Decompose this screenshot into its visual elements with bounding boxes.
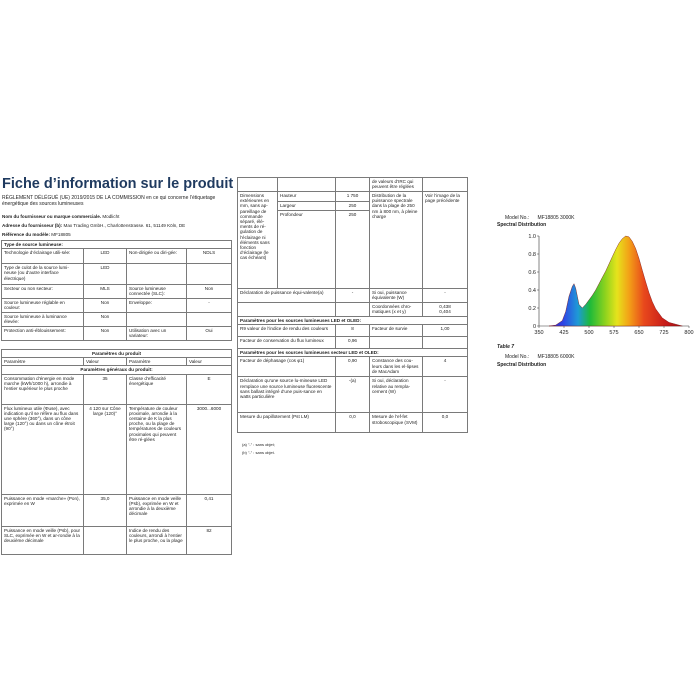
table-cell: - <box>423 289 468 303</box>
chart-caption-bottom: Spectral Distribution <box>497 362 547 368</box>
table-cell <box>127 313 187 327</box>
y-tick-label: 1.0 <box>528 233 536 240</box>
light-source-type-table <box>1 240 232 341</box>
model-line-bottom: Model No.: MF18805 6000K <box>505 354 575 360</box>
dimension-name: Hauteur <box>278 192 336 202</box>
table-cell: 3000...6000 <box>187 404 232 494</box>
spectral-page <box>495 212 700 372</box>
general-params-header: Paramètres généraux du produit: <box>2 366 232 374</box>
x-tick-label: 650 <box>634 330 644 336</box>
table-cell <box>370 337 423 349</box>
model-line-top: Model No.: MF18805 3000K <box>505 215 575 221</box>
column-header: Valeur <box>187 358 232 366</box>
table-cell: Indice de rendu des couleurs, arrondi à l’entier le plus proche, ou la plage <box>127 526 187 554</box>
table-cell: MLS <box>84 285 127 299</box>
model-reference: Référence du modèle: MF18805 <box>2 232 71 237</box>
table-label: Table 7 <box>497 344 515 350</box>
table-cell: Puissance en mode veille (Psb), exprimée en W et arrondie à la deuxième décimale <box>127 494 187 526</box>
table-cell: Coordonnées chro-matiques (x et y) <box>370 303 423 317</box>
x-tick-label: 800 <box>684 330 694 336</box>
x-tick-label: 500 <box>584 330 594 336</box>
table-cell: Puissance en mode «marche» (Pon), exprimée en W <box>2 494 84 526</box>
table-cell: Secteur ou non secteur: <box>2 285 84 299</box>
dimension-value: 1 750 <box>336 192 370 202</box>
y-tick-label: 0.8 <box>528 251 536 258</box>
table-cell: Technologie d’éclairage utili-sée: <box>2 249 84 264</box>
table-cell: Si oui, puissance équivalente (W) <box>370 289 423 303</box>
table-cell: 4 <box>423 357 468 377</box>
table-cell: 8 <box>336 325 370 337</box>
table-cell: 35 <box>84 374 127 404</box>
table-cell: - <box>336 289 370 303</box>
table-cell: Type de culot de la source lumi-neuse (ou d’autre interface électrique) <box>2 264 84 285</box>
document-page-1 <box>0 175 234 544</box>
table-cell: de valeurs d’IRC qui peuvent être réglées <box>370 178 423 192</box>
table-cell: 1,00 <box>423 325 468 337</box>
table-cell: Mesure du papillotement (Pst LM) <box>238 413 336 433</box>
table-cell: 0,41 <box>187 494 232 526</box>
table-cell: Facteur de conservation du flux lumineux <box>238 337 336 349</box>
x-tick-label: 725 <box>659 330 669 336</box>
regulation-subtitle: RÈGLEMENT DÉLÉGUÉ (UE) 2019/2015 DE LA COMMISSION en ce qui concerne l’étiquetage énergétique des sources lumineuses <box>2 195 216 207</box>
table-cell: Mesure de l’ef-fet stroboscopique (SVM) <box>370 413 423 433</box>
page-title: Fiche d’information sur le produit <box>2 176 234 192</box>
table-cell <box>127 264 187 285</box>
column-header: Paramètre <box>2 358 84 366</box>
table-cell <box>238 178 278 192</box>
column-header: Paramètre <box>127 358 187 366</box>
table-cell: Protection anti-éblouissement: <box>2 327 84 341</box>
table-cell <box>187 264 232 285</box>
dimension-name: Profondeur <box>278 211 336 289</box>
table-cell <box>187 313 232 327</box>
table-cell: 0,0 <box>336 413 370 433</box>
table-cell: LED <box>84 249 127 264</box>
table-cell: E <box>187 374 232 404</box>
table-cell: Non <box>187 285 232 299</box>
led-oled-header: Paramètres pour les sources lumineuses LED et OLED: <box>238 317 468 325</box>
table-cell: 0,0 <box>423 413 468 433</box>
dimensions-table <box>237 177 468 433</box>
y-tick-label: 0.2 <box>528 305 536 312</box>
dimension-value: 250 <box>336 211 370 289</box>
table-cell: Oui <box>187 327 232 341</box>
product-params-header: Paramètres du produit <box>2 350 232 358</box>
table-cell: - <box>423 377 468 413</box>
table-cell: Classe d’efficacité énergétique <box>127 374 187 404</box>
table-cell: Enveloppe: <box>127 299 187 313</box>
table-cell <box>278 178 336 192</box>
x-tick-label: 350 <box>534 330 544 336</box>
chromatic-values <box>423 303 468 317</box>
footnote-a: (a) "-" : sans objet; <box>242 442 275 447</box>
table-cell: Facteur de déphasage (cos φ1) <box>238 357 336 377</box>
table-cell <box>423 337 468 349</box>
table-cell: Non <box>84 299 127 313</box>
y-tick-label: 0.4 <box>528 287 536 294</box>
table-cell: Constance des cou-leurs dans les el-lipses de MacAdam <box>370 357 423 377</box>
table-cell: Déclaration de puissance équi-valente(a) <box>238 289 336 303</box>
x-tick-label: 575 <box>609 330 619 336</box>
column-header: Valeur <box>84 358 127 366</box>
table-cell: Utilisation avec un variateur: <box>127 327 187 341</box>
table-cell: Source lumineuse réglable en couleur: <box>2 299 84 313</box>
light-source-type-header: Type de source lumineuse: <box>2 241 232 249</box>
table-cell: Source lumineuse connectée (SLC): <box>127 285 187 299</box>
chromatic-y: 0,404 <box>439 309 451 315</box>
table-cell <box>84 526 127 554</box>
table-cell: Non <box>84 327 127 341</box>
spectrum-area <box>549 236 682 326</box>
table-cell: Si oui, déclaration relative au rempla-cement (W) <box>370 377 423 413</box>
table-cell: NDLS <box>187 249 232 264</box>
spectral-value: Voir l’image de la page précédente <box>423 192 468 289</box>
y-tick-label: 0.6 <box>528 269 536 276</box>
table-cell <box>336 178 370 192</box>
led-mains-header: Paramètres pour les sources lumineuses secteur LED et OLED: <box>238 349 468 357</box>
table-cell: - <box>187 299 232 313</box>
table-cell: Non-dirigée ou diri-gée: <box>127 249 187 264</box>
table-cell: 4 120 sur Cône large (120)° <box>84 404 127 494</box>
spectral-label: Distribution de la puissance spectrale dans la plage de 250 nm à 800 nm, à pleine charge <box>370 192 423 289</box>
table-cell: Consommation d’énergie en mode marche (kWh/1000 h), arrondie à l’entier supérieur le plus proche <box>2 374 84 404</box>
table-cell: Température de couleur proximale, arrondie à la centaine de K la plus proche, ou la plage de températures de couleurs proximales qui peuvent être ré-glées <box>127 404 187 494</box>
table-cell: LED <box>84 264 127 285</box>
product-parameters-table <box>1 349 232 555</box>
table-cell: 0,96 <box>336 337 370 349</box>
table-cell: Source lumineuse à luminance élevée: <box>2 313 84 327</box>
x-tick-label: 425 <box>559 330 569 336</box>
table-cell: Facteur de survie <box>370 325 423 337</box>
table-cell: -(a) <box>336 377 370 413</box>
chromatic-x: 0,438 <box>439 304 451 309</box>
spectral-chart <box>515 230 695 340</box>
table-cell <box>238 303 336 317</box>
footnote-b: (b) "-" : sans objet. <box>242 450 275 455</box>
table-cell: 0,90 <box>336 357 370 377</box>
chart-caption-top: Spectral Distribution <box>497 222 547 228</box>
dimension-value: 250 <box>336 201 370 211</box>
supplier-name: Nom du fournisseur ou marque commerciale. Modlicht <box>2 214 120 219</box>
table-cell <box>423 178 468 192</box>
y-tick-label: 0 <box>532 323 536 330</box>
table-cell: R9 valeur de l’indice de rendu des couleurs <box>238 325 336 337</box>
table-cell: 82 <box>187 526 232 554</box>
table-cell: Flux lumineux utile (Φuse), avec indication qu’il se réfère au flux dans une sphère (360°), dans un cône large (120°) ou dans un cône étroit (90°) <box>2 404 84 494</box>
table-cell <box>336 303 370 317</box>
table-cell: Puissance en mode veille (Psb), pour SLC, exprimée en W et ar-rondie à la deuxième décimale <box>2 526 84 554</box>
document-page-2 <box>237 175 469 460</box>
supplier-address: Adresse du fournisseur (b): Max Trading GmbH., Charlottenstrasse. 61, 51149 Köln, DE <box>2 223 186 228</box>
dimension-name: Largeur <box>278 201 336 211</box>
table-cell: Déclaration qu’une source lu-mineuse LED remplace une source lumineuse fluorescente sans ballast intégré d’une puis-sance en watts particulière <box>238 377 336 413</box>
dimensions-label: Dimensions extérieures en mm, sans ap-pareillage de commande séparé, élé-ments de ré-gulation de l’éclairage ni éléments sans fonction d’éclairage (le cas échéant) <box>238 192 278 289</box>
table-cell: Non <box>84 313 127 327</box>
chart-marks <box>549 236 682 326</box>
table-cell: 35,0 <box>84 494 127 526</box>
